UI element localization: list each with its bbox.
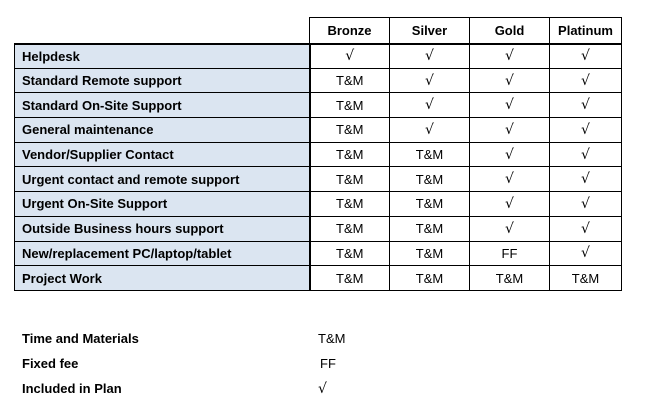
check-icon: √: [470, 216, 550, 241]
plan-cell-silver: T&M: [390, 142, 470, 167]
check-icon: √: [550, 142, 622, 167]
plan-cell-silver: T&M: [390, 167, 470, 192]
plan-cell-bronze: T&M: [310, 142, 390, 167]
legend-symbol: FF: [320, 356, 336, 371]
check-icon: √: [310, 44, 390, 69]
plan-cell-bronze: T&M: [310, 118, 390, 143]
check-icon: √: [550, 44, 622, 69]
check-icon: √: [550, 167, 622, 192]
plan-cell-gold: FF: [470, 241, 550, 266]
legend-row-time-materials: [22, 328, 402, 353]
table-row: [15, 93, 622, 118]
check-icon: √: [550, 68, 622, 93]
feature-label: Standard Remote support: [15, 68, 310, 93]
plan-cell-bronze: T&M: [310, 93, 390, 118]
table-row: [15, 118, 622, 143]
plan-cell-bronze: T&M: [310, 241, 390, 266]
plan-table-body: [15, 44, 622, 291]
plan-header-silver: Silver: [390, 18, 470, 44]
plan-cell-silver: T&M: [390, 192, 470, 217]
table-row: [15, 241, 622, 266]
check-icon: √: [390, 44, 470, 69]
check-icon: √: [390, 68, 470, 93]
table-row: [15, 68, 622, 93]
plan-header-bronze: Bronze: [310, 18, 390, 44]
check-icon: √: [470, 142, 550, 167]
plan-cell-silver: T&M: [390, 241, 470, 266]
check-icon: √: [550, 216, 622, 241]
legend-row-fixed-fee: [22, 353, 402, 378]
check-icon: √: [318, 381, 327, 397]
plan-cell-platinum: T&M: [550, 266, 622, 291]
check-icon: √: [550, 93, 622, 118]
feature-label: General maintenance: [15, 118, 310, 143]
check-icon: √: [550, 241, 622, 266]
check-icon: √: [470, 44, 550, 69]
table-row: [15, 266, 622, 291]
check-icon: √: [390, 93, 470, 118]
check-icon: √: [470, 192, 550, 217]
feature-label: Urgent contact and remote support: [15, 167, 310, 192]
feature-label: New/replacement PC/laptop/tablet: [15, 241, 310, 266]
feature-label: Outside Business hours support: [15, 216, 310, 241]
feature-label: Urgent On-Site Support: [15, 192, 310, 217]
table-row: [15, 216, 622, 241]
plan-header-platinum: Platinum: [550, 18, 622, 44]
legend-symbol: T&M: [318, 331, 346, 346]
legend-label: Included in Plan: [22, 381, 122, 396]
table-row: [15, 142, 622, 167]
feature-label: Helpdesk: [15, 44, 310, 69]
check-icon: √: [470, 93, 550, 118]
plan-cell-bronze: T&M: [310, 216, 390, 241]
check-icon: √: [470, 68, 550, 93]
check-icon: √: [470, 118, 550, 143]
table-row: [15, 44, 622, 69]
check-icon: √: [390, 118, 470, 143]
plan-cell-bronze: T&M: [310, 192, 390, 217]
check-icon: √: [550, 118, 622, 143]
legend: [22, 328, 402, 403]
plan-cell-silver: T&M: [390, 216, 470, 241]
table-corner: [15, 18, 310, 44]
legend-label: Fixed fee: [22, 356, 79, 371]
service-plan-table: [14, 17, 622, 291]
table-row: [15, 192, 622, 217]
check-icon: √: [550, 192, 622, 217]
feature-label: Vendor/Supplier Contact: [15, 142, 310, 167]
feature-label: Project Work: [15, 266, 310, 291]
legend-label: Time and Materials: [22, 331, 139, 346]
plan-cell-bronze: T&M: [310, 266, 390, 291]
legend-row-included: [22, 378, 402, 403]
plan-cell-bronze: T&M: [310, 68, 390, 93]
check-icon: √: [470, 167, 550, 192]
plan-header-gold: Gold: [470, 18, 550, 44]
plan-header-row: [15, 18, 622, 44]
table-row: [15, 167, 622, 192]
feature-label: Standard On-Site Support: [15, 93, 310, 118]
plan-cell-silver: T&M: [390, 266, 470, 291]
plan-cell-gold: T&M: [470, 266, 550, 291]
plan-cell-bronze: T&M: [310, 167, 390, 192]
